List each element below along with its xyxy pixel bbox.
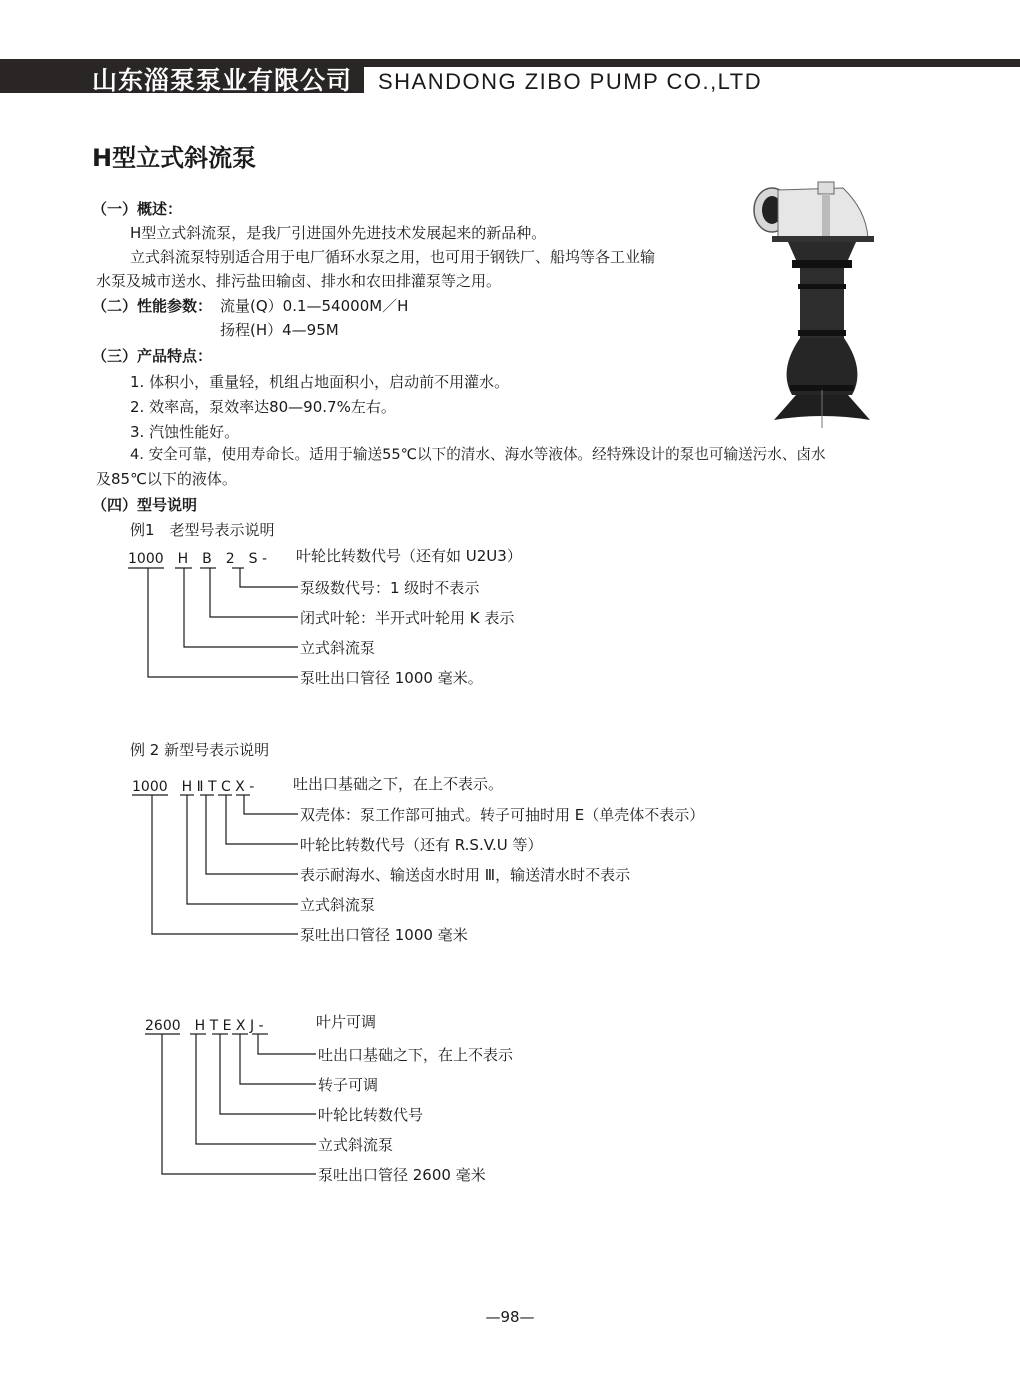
example2-label-4: 立式斜流泵	[300, 896, 376, 914]
example2-label-1: 双壳体：泵工作部可抽式。转子可抽时用 E（单壳体不表示）	[300, 806, 705, 824]
features-heading: （三）产品特点：	[92, 347, 213, 365]
ex2-bracket-type	[187, 795, 298, 904]
example2-label-3: 表示耐海水、输送卤水时用 Ⅲ，输送清水时不表示	[300, 866, 631, 884]
feature-4b: 及85℃以下的液体。	[96, 470, 237, 488]
example3-label-3: 叶轮比转数代号	[318, 1106, 424, 1124]
ex2-bracket-shell	[244, 795, 298, 814]
example3-code: 2600 H T E X J -	[145, 1018, 264, 1034]
model-heading: （四）型号说明	[92, 496, 198, 514]
example3-label-2: 转子可调	[318, 1076, 379, 1094]
page-title: H型立式斜流泵	[92, 144, 257, 172]
ex2-bracket-seawater	[206, 795, 298, 874]
example1-label-4: 泵吐出口管径 1000 毫米。	[300, 669, 483, 687]
feature-4a: 4. 安全可靠，使用寿命长。适用于输送55℃以下的清水、海水等液体。经特殊设计的泵也可输送污水、卤水	[130, 446, 826, 463]
example2-code: 1000 H Ⅱ T C X -	[132, 779, 255, 795]
feature-1: 1. 体积小，重量轻，机组占地面积小，启动前不用灌水。	[130, 373, 510, 391]
example3-label-5: 泵吐出口管径 2600 毫米	[318, 1166, 486, 1184]
ex2-bracket-diameter	[152, 795, 298, 934]
performance-flow: 流量(Q）0.1—54000M／H	[220, 297, 409, 315]
ex3-bracket-rotor	[240, 1034, 316, 1084]
ex3-bracket-diameter	[162, 1034, 316, 1174]
ex3-bracket-type	[196, 1034, 316, 1144]
example3-code-desc: 叶片可调	[316, 1013, 377, 1031]
ex3-bracket-speed	[220, 1034, 316, 1114]
ex3-bracket-outlet	[258, 1034, 316, 1054]
example1-code-desc: 叶轮比转数代号（还有如 U2U3）	[296, 547, 522, 565]
performance-heading: （二）性能参数：	[92, 297, 213, 315]
ex1-bracket-impeller	[210, 568, 298, 617]
example1-label-3: 立式斜流泵	[300, 639, 376, 657]
ex2-bracket-speed	[226, 795, 298, 844]
overview-heading: （一）概述：	[92, 200, 183, 218]
company-name-en: SHANDONG ZIBO PUMP CO.,LTD	[378, 69, 763, 94]
company-name-cn: 山东淄泵泵业有限公司	[92, 66, 353, 95]
ex1-bracket-stage	[240, 568, 298, 587]
page-number: —98—	[485, 1308, 535, 1326]
feature-2: 2. 效率高，泵效率达80—90.7%左右。	[130, 398, 396, 416]
example1-code: 1000 H B 2 S -	[128, 551, 268, 567]
example2-label-5: 泵吐出口管径 1000 毫米	[300, 926, 468, 944]
ex1-bracket-diameter	[148, 568, 298, 677]
example3-label-1: 吐出口基础之下，在上不表示	[318, 1046, 514, 1064]
ex1-bracket-type	[184, 568, 298, 647]
example3-label-4: 立式斜流泵	[318, 1136, 394, 1154]
example2-label-2: 叶轮比转数代号（还有 R.S.V.U 等）	[300, 836, 543, 854]
example1-label-1: 泵级数代号：1 级时不表示	[300, 579, 480, 597]
example1-label-2: 闭式叶轮：半开式叶轮用 K 表示	[300, 609, 515, 627]
overview-paragraph-2a: 立式斜流泵特别适合用于电厂循环水泵之用，也可用于钢铁厂、船坞等各工业输	[130, 248, 656, 266]
performance-head: 扬程(H）4—95M	[220, 321, 339, 339]
overview-paragraph-1: H型立式斜流泵，是我厂引进国外先进技术发展起来的新品种。	[130, 224, 547, 242]
example1-title: 例1 老型号表示说明	[130, 521, 275, 539]
feature-3: 3. 汽蚀性能好。	[130, 423, 240, 441]
example2-title: 例 2 新型号表示说明	[130, 741, 270, 759]
example2-code-desc: 吐出口基础之下，在上不表示。	[293, 775, 504, 793]
overview-paragraph-2b: 水泵及城市送水、排污盐田输卤、排水和农田排灌泵等之用。	[96, 272, 502, 290]
